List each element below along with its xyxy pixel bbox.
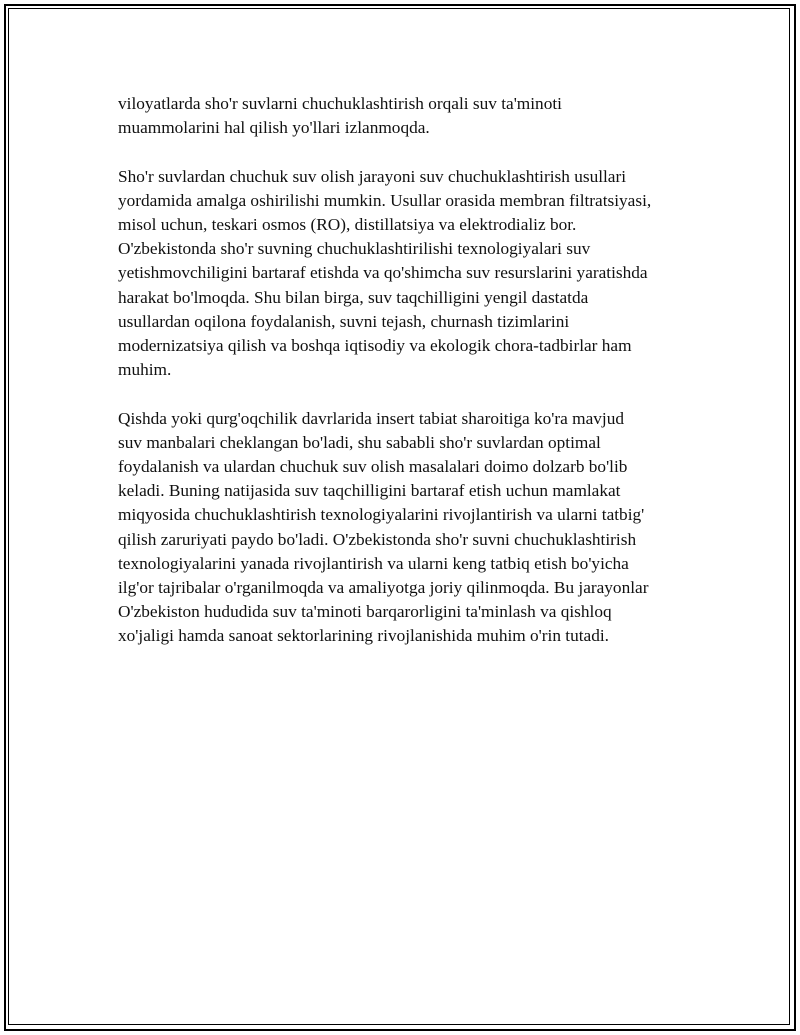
text-line: keladi. Buning natijasida suv taqchilligini bartaraf etish uchun mamlakat (118, 481, 621, 501)
paragraph-2 (118, 165, 698, 383)
paragraph-1 (118, 92, 698, 140)
text-line: viloyatlarda sho'r suvlarni chuchuklashtirish orqali suv ta'minoti (118, 94, 562, 113)
text-line: yordamida amalga oshirilishi mumkin. Usullar orasida membran filtratsiyasi, (118, 190, 652, 210)
text-line: modernizatsiya qilish va boshqa iqtisodiy va ekologik chora-tadbirlar ham (118, 336, 632, 356)
text-line: foydalanish va ulardan chuchuk suv olish masalalari doimo dolzarb bo'lib (118, 457, 628, 477)
text-line: misol uchun, teskari osmos (RO), distillatsiya va elektrodializ bor. (118, 215, 577, 234)
text-line: qilish zaruriyati paydo bo'ladi. O'zbekistonda sho'r suvni chuchuklashtirish (118, 529, 637, 549)
text-line: O'zbekiston hududida suv ta'minoti barqarorligini ta'minlash va qishloq (118, 602, 612, 622)
text-line: O'zbekistonda sho'r suvning chuchuklashtirilishi texnologiyalari suv (118, 239, 591, 259)
text-line: suv manbalari cheklangan bo'ladi, shu sababli sho'r suvlardan optimal (118, 432, 601, 452)
text-line: muhim. (118, 360, 172, 380)
text-line: texnologiyalarini yanada rivojlantirish va ularni keng tatbiq etish bo'yicha (118, 553, 629, 573)
text-line: Qishda yoki qurg'oqchilik davrlarida insert tabiat sharoitiga ko'ra mavjud (118, 408, 624, 428)
text-line: miqyosida chuchuklashtirish texnologiyalarini rivojlantirish va ularni tatbig' (118, 505, 645, 525)
text-line: muammolarini hal qilish yo'llari izlanmoqda. (118, 118, 430, 138)
text-line: harakat bo'lmoqda. Shu bilan birga, suv taqchilligini yengil dastatda (118, 287, 589, 307)
text-line: xo'jaligi hamda sanoat sektorlarining rivojlanishida muhim o'rin tutadi. (118, 626, 609, 646)
text-line: Sho'r suvlardan chuchuk suv olish jarayoni suv chuchuklashtirish usullari (118, 166, 627, 186)
text-line: yetishmovchiligini bartaraf etishda va qo'shimcha suv resurslarini yaratishda (118, 263, 648, 283)
document-body (118, 92, 698, 673)
text-line: ilg'or tajribalar o'rganilmoqda va amaliyotga joriy qilinmoqda. Bu jarayonlar (118, 578, 649, 598)
text-line: usullardan oqilona foydalanish, suvni tejash, churnash tizimlarini (118, 311, 570, 331)
paragraph-3 (118, 407, 698, 649)
